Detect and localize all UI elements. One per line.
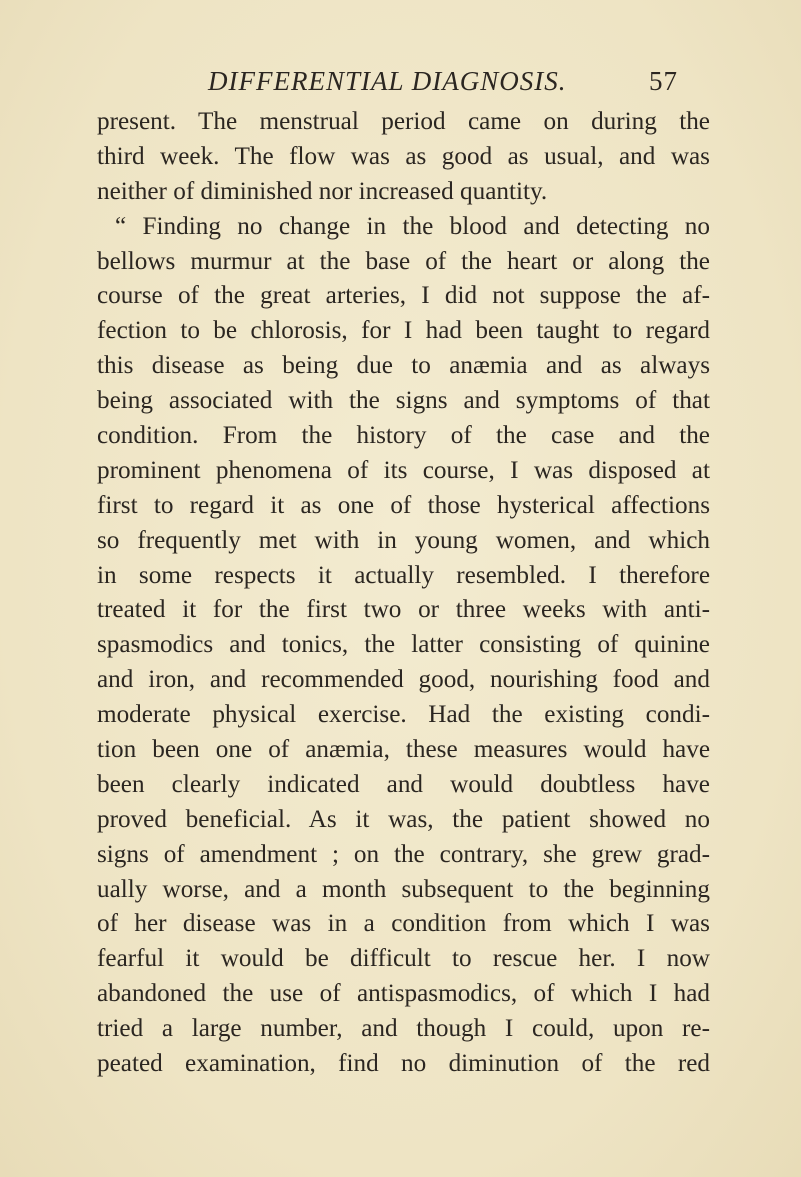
text-line: tried a large number, and though I could, upon re-	[97, 1015, 710, 1043]
text-line: fearful it would be difficult to rescue her. I now	[97, 945, 710, 973]
text-line: this disease as being due to anæmia and as always	[97, 352, 710, 380]
text-line: being associated with the signs and symptoms of that	[97, 387, 710, 415]
text-line: moderate physical exercise. Had the existing condi-	[97, 701, 710, 729]
text-line: peated examination, find no diminution of the red	[97, 1050, 710, 1078]
running-head-title: DIFFERENTIAL DIAGNOSIS.	[208, 66, 567, 96]
text-line: ually worse, and a month subsequent to the beginning	[97, 875, 710, 903]
text-line: tion been one of anæmia, these measures would have	[97, 736, 710, 764]
text-line: prominent phenomena of its course, I was disposed at	[97, 456, 710, 484]
text-line: of her disease was in a condition from which I was	[97, 910, 710, 938]
text-line: condition. From the history of the case and the	[97, 422, 710, 450]
page-number: 57	[649, 66, 678, 96]
body-text	[97, 105, 710, 1082]
text-line: signs of amendment ; on the contrary, she grew grad-	[97, 840, 710, 868]
text-line: spasmodics and tonics, the latter consisting of quinine	[97, 631, 710, 659]
text-line: bellows murmur at the base of the heart or along the	[97, 247, 710, 275]
text-line: first to regard it as one of those hysterical affections	[97, 491, 710, 519]
text-line: been clearly indicated and would doubtless have	[97, 770, 710, 798]
text-line: in some respects it actually resembled. I therefore	[97, 561, 710, 589]
text-line: neither of diminished nor increased quantity.	[97, 177, 548, 205]
text-line: and iron, and recommended good, nourishing food and	[97, 666, 710, 694]
text-line: abandoned the use of antispasmodics, of which I had	[97, 980, 710, 1008]
text-line: course of the great arteries, I did not suppose the af-	[97, 282, 710, 310]
text-line: present. The menstrual period came on during the	[97, 108, 710, 135]
text-line: fection to be chlorosis, for I had been taught to regard	[97, 317, 710, 345]
text-line: treated it for the first two or three weeks with anti-	[97, 596, 710, 624]
text-line: proved beneficial. As it was, the patient showed no	[97, 805, 710, 833]
running-head	[208, 66, 688, 100]
text-line: so frequently met with in young women, and which	[97, 526, 710, 554]
text-line: third week. The flow was as good as usual, and was	[97, 142, 710, 170]
text-line: “ Finding no change in the blood and detecting no	[115, 212, 710, 240]
